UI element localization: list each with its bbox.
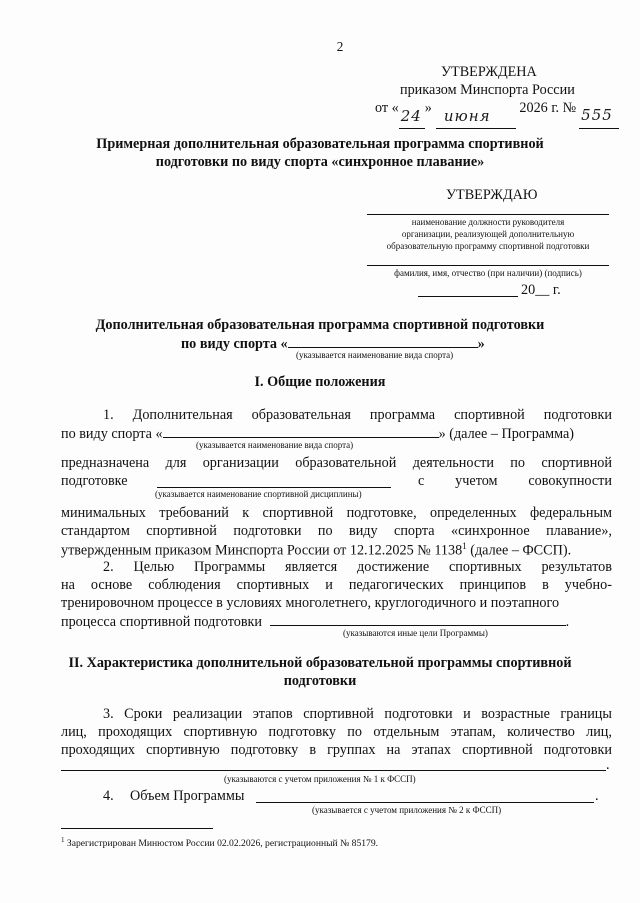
program-title-prefix: по виду спорта « (181, 336, 288, 352)
p4-text: Объем Программы (130, 788, 245, 804)
word: проходящих (61, 742, 136, 758)
p1-line1 (103, 407, 612, 424)
word: совокупности (528, 473, 612, 489)
program-title-suffix: » (477, 336, 485, 352)
p1-caption-sport: (указывается наименование вида спорта) (196, 440, 354, 450)
p3-line2 (61, 724, 612, 741)
p4-number: 4. (103, 788, 114, 804)
word: спортивной (541, 455, 612, 471)
word: минимальных (61, 505, 146, 521)
word: подготовку (268, 724, 336, 740)
p1-line6 (61, 523, 612, 540)
word: этапам, (450, 724, 496, 740)
word: виду (349, 523, 378, 539)
p1-line7-text: утвержденным приказом Минспорта России от 12.12.2025 № 1138 (61, 542, 463, 559)
word: основе (90, 577, 133, 593)
word: соблюдения (148, 577, 221, 593)
word: и (463, 706, 471, 722)
word: является (285, 559, 338, 575)
word: спортивную (146, 742, 220, 758)
word: программа (369, 407, 436, 423)
word: Программы (194, 559, 266, 575)
footnote-text: Зарегистрирован Минюстом России 02.02.2026, регистрационный № 85179. (64, 838, 379, 850)
handwritten-number: 555 (581, 106, 613, 124)
position-caption-2: организации, реализующей дополнительную (401, 229, 575, 239)
word: к (242, 505, 250, 521)
word: спортивных (236, 577, 310, 593)
word: подготовку (230, 742, 299, 758)
name-caption: фамилия, имя, отчество (при наличии) (подпись) (394, 268, 582, 278)
p1-number: 1. (103, 407, 114, 423)
p1-line2-prefix: по виду спорта « (61, 426, 163, 442)
word: спортивной (303, 706, 374, 722)
word: и (325, 577, 333, 593)
word: реализации (172, 706, 243, 722)
word: спорта (394, 523, 435, 539)
p1-line4-word: подготовке (61, 473, 128, 489)
section2-heading-line2: подготовки (283, 673, 357, 689)
word: принципов (459, 577, 527, 593)
position-caption-1: наименование должности руководителя (411, 217, 565, 227)
word: количество (507, 724, 575, 740)
word: спортивных (449, 559, 522, 575)
word: спортивную (183, 724, 258, 740)
date-prefix: от « (375, 100, 399, 116)
program-title-line1: Дополнительная образовательная программа спортивной подготовки (95, 317, 545, 333)
discipline-blank (157, 487, 391, 488)
p1-line7 (61, 541, 571, 560)
word: стандартом (61, 523, 130, 539)
p4-period: . (595, 788, 599, 804)
word: по (317, 523, 333, 539)
p2-line2 (61, 577, 612, 594)
word: спортивной (262, 505, 334, 521)
approval-title: УТВЕРЖДЕНА (441, 64, 537, 80)
p3-caption: (указываются с учетом приложения № 1 к ФССП) (224, 774, 416, 784)
word: этапах (411, 742, 452, 758)
p2-number: 2. (103, 559, 114, 575)
word: учебно- (564, 577, 612, 593)
p3-number: 3. (103, 706, 114, 722)
section1-heading: I. Общие положения (254, 374, 386, 390)
approve-label: УТВЕРЖДАЮ (446, 187, 538, 203)
date-suffix: 2026 г. № (519, 100, 577, 116)
word: определенных (430, 505, 517, 521)
p3-line3 (61, 742, 612, 759)
p1-caption-discipline: (указывается наименование спортивной дисциплины) (155, 489, 362, 499)
word: на (386, 742, 401, 758)
date-line (418, 296, 518, 297)
word: по (347, 724, 362, 740)
footnote-separator (61, 828, 213, 829)
word: в (309, 742, 317, 758)
section2-heading-line1: II. Характеристика дополнительной образовательной программы спортивной (68, 655, 572, 671)
word: возрастные (481, 706, 550, 722)
p3-period: . (606, 757, 610, 773)
word: по (510, 455, 525, 471)
p2-caption: (указываются иные цели Программы) (343, 628, 488, 638)
doc-title-line2: подготовки по виду спорта «синхронное плавание» (155, 154, 485, 170)
word: подготовке, (346, 505, 417, 521)
word: подготовки (543, 407, 612, 423)
p1-line5 (61, 505, 612, 522)
approval-order-line: приказом Минспорта России (400, 82, 575, 98)
word: подготовки (543, 742, 612, 758)
date-mid: » (424, 100, 432, 116)
page-number: 2 (336, 39, 344, 54)
word: спортивной (146, 523, 217, 539)
p2-line1 (103, 559, 612, 576)
handwritten-day: 24 (400, 107, 422, 125)
word: группах (327, 742, 376, 758)
stages-blank (61, 770, 606, 771)
word: лиц, (586, 724, 612, 740)
doc-title-line1: Примерная дополнительная образовательная программа спортивной (96, 136, 544, 152)
word: спортивной (462, 742, 533, 758)
footnote-ref: 1 (462, 541, 467, 551)
footnote-number: 1 (61, 836, 65, 844)
word: границы (560, 706, 612, 722)
program-title-caption: (указывается наименование вида спорта) (296, 350, 454, 360)
word: плавание», (546, 523, 612, 539)
word: на (61, 577, 75, 593)
footnote (61, 836, 378, 849)
word: результатов (541, 559, 612, 575)
word: федеральным (529, 505, 612, 521)
word: подготовки (233, 523, 302, 539)
word: этапов (252, 706, 293, 722)
word: организации (202, 455, 279, 471)
word: учетом (455, 473, 498, 489)
p2-line4-text: процесса спортивной подготовки (61, 614, 263, 630)
p1-line7-suffix: (далее – ФССП). (466, 542, 572, 559)
word: подготовки (384, 706, 453, 722)
word: спортивной (454, 407, 525, 423)
p2-line4-period: . (565, 614, 570, 630)
position-line (367, 214, 609, 215)
name-line (367, 265, 609, 266)
sport-name-field (288, 335, 478, 348)
word: Дополнительная (132, 407, 233, 423)
word: образовательная (251, 407, 351, 423)
p1-line3 (61, 455, 612, 472)
position-caption-3: образовательную программу спортивной подготовки (386, 241, 590, 251)
other-goals-blank (270, 613, 566, 626)
word: педагогических (348, 577, 444, 593)
word: предназначена (61, 455, 150, 471)
p1-line2-suffix: » (далее – Программа) (438, 426, 574, 442)
word: проходящих (98, 724, 173, 740)
p3-line1 (103, 706, 612, 723)
word: Сроки (124, 706, 163, 722)
p2-line3: тренировочном процессе в условиях многолетнего, круглогодичного и поэтапного (61, 595, 560, 611)
word: с (418, 473, 425, 489)
approve-date-year: 20__ г. (521, 282, 561, 298)
sport-name-blank (163, 425, 439, 438)
word: деятельности (412, 455, 494, 471)
p1-line4-right (418, 473, 612, 490)
word: лиц, (61, 724, 87, 740)
word: в (542, 577, 549, 593)
word: отдельным (373, 724, 440, 740)
handwritten-month: июня (443, 107, 491, 125)
word: образовательной (295, 455, 397, 471)
word: для (165, 455, 187, 471)
word: «синхронное (451, 523, 530, 539)
word: достижение (357, 559, 430, 575)
program-volume-blank (256, 802, 594, 803)
p2-line4 (61, 613, 569, 631)
word: требований (159, 505, 229, 521)
p4-caption: (указывается с учетом приложения № 2 к ФССП) (312, 805, 502, 815)
approval-date-line (375, 100, 619, 125)
word: Целью (133, 559, 175, 575)
